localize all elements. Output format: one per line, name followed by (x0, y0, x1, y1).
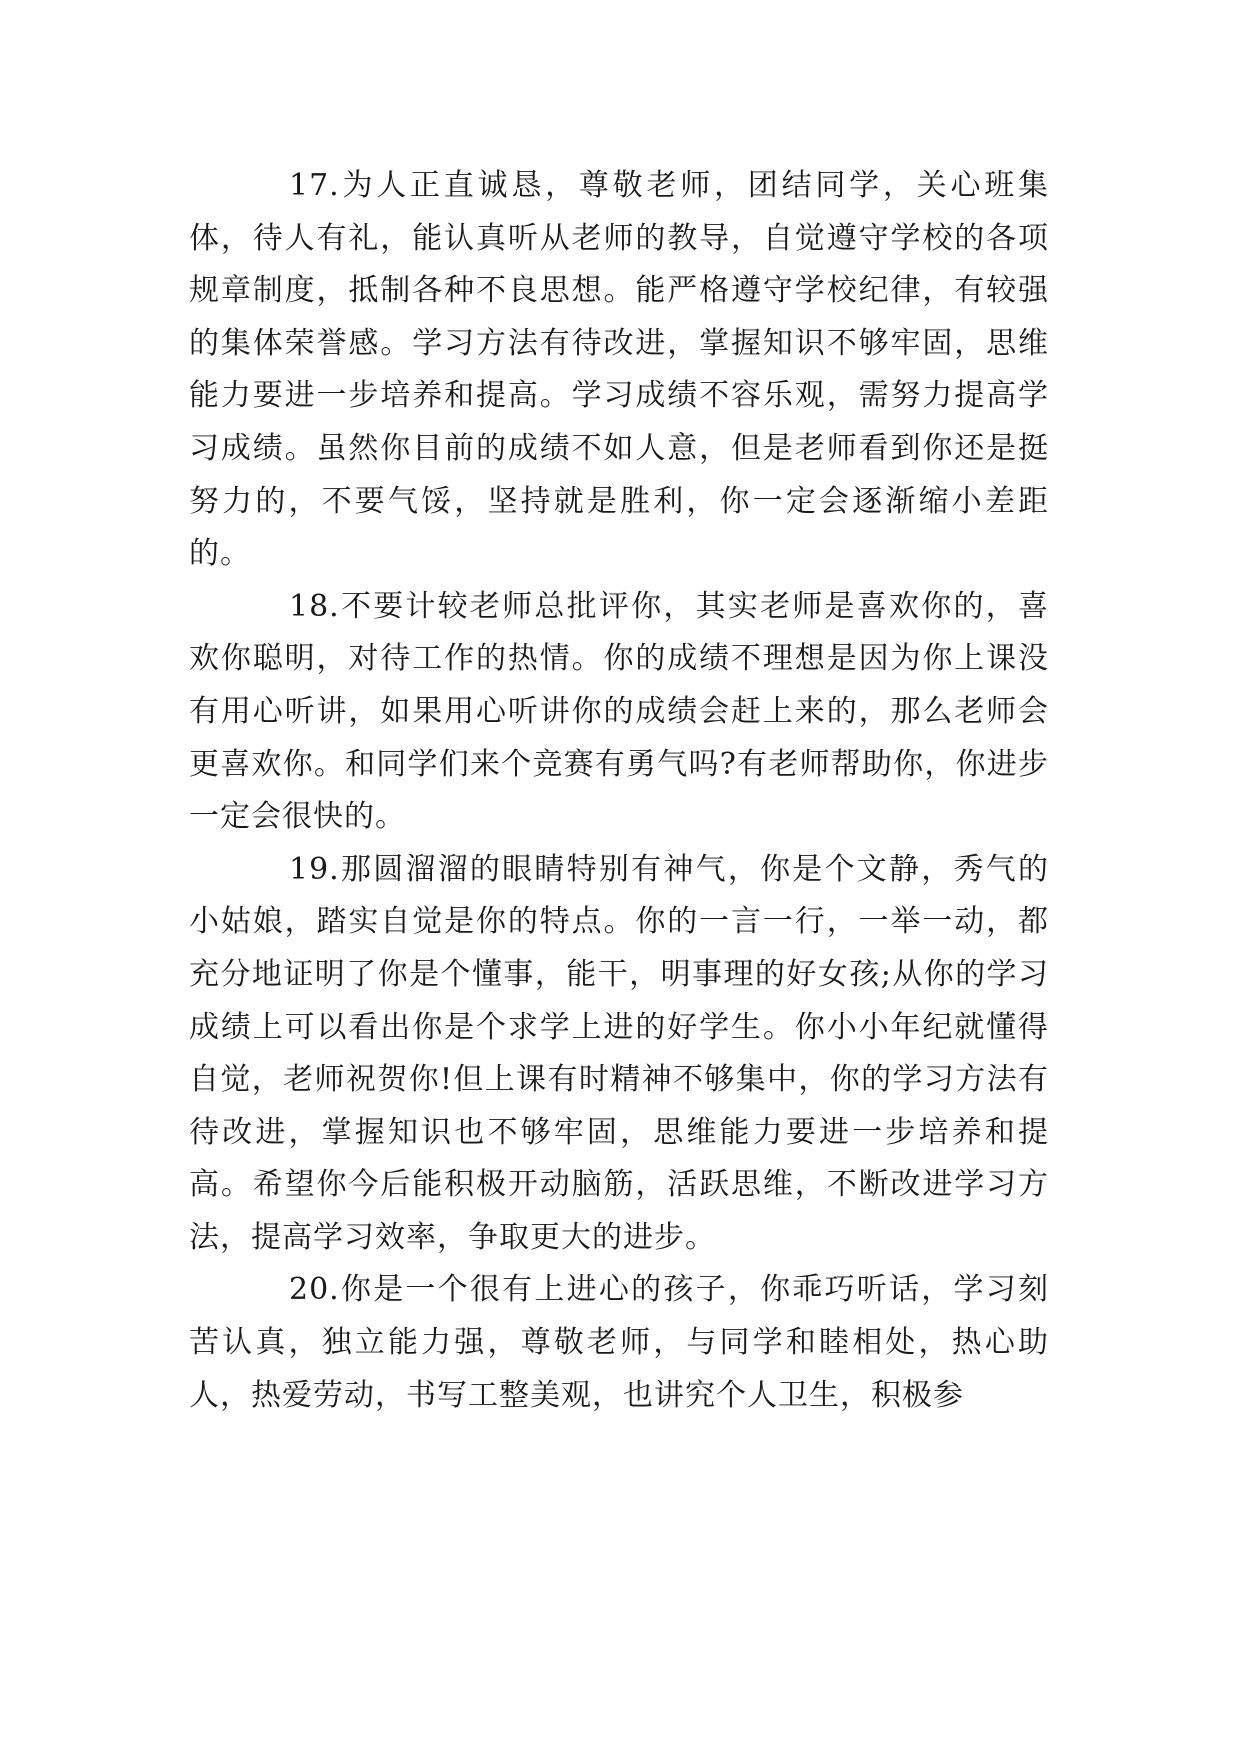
paragraph-18: 18.不要计较老师总批评你，其实老师是喜欢你的，喜欢你聪明，对待工作的热情。你的成绩不理想是因为你上课没有用心听讲，如果用心听讲你的成绩会赶上来的，那么老师会更喜欢你。和同学们来个竞赛有勇气吗?有老师帮助你，你进步一定会很快的。 (189, 588, 1049, 835)
paragraph-20: 20.你是一个很有上进心的孩子，你乖巧听话，学习刻苦认真，独立能力强，尊敬老师，与同学和睦相处，热心助人，热爱劳动，书写工整美观，也讲究个人卫生，积极参 (189, 1272, 1049, 1413)
paragraph-17: 17.为人正直诚恳，尊敬老师，团结同学，关心班集体，待人有礼，能认真听从老师的教导，自觉遵守学校的各项规章制度，抵制各种不良思想。能严格遵守学校纪律，有较强的集体荣誉感。学习方法有待改进，掌握知识不够牢固，思维能力要进一步培养和提高。学习成绩不容乐观，需努力提高学习成绩。虽然你目前的成绩不如人意，但是老师看到你还是挺努力的，不要气馁，坚持就是胜利，你一定会逐渐缩小差距的。 (189, 168, 1049, 572)
paragraph-19: 19.那圆溜溜的眼睛特别有神气，你是个文静，秀气的小姑娘，踏实自觉是你的特点。你的一言一行，一举一动，都充分地证明了你是个懂事，能干，明事理的好女孩;从你的学习成绩上可以看出你是个求学上进的好学生。你小小年纪就懂得自觉，老师祝贺你!但上课有时精神不够集中，你的学习方法有待改进，掌握知识也不够牢固，思维能力要进一步培养和提高。希望你今后能积极开动脑筋，活跃思维，不断改进学习方法，提高学习效率，争取更大的进步。 (189, 851, 1049, 1255)
document-body (189, 160, 1049, 1422)
